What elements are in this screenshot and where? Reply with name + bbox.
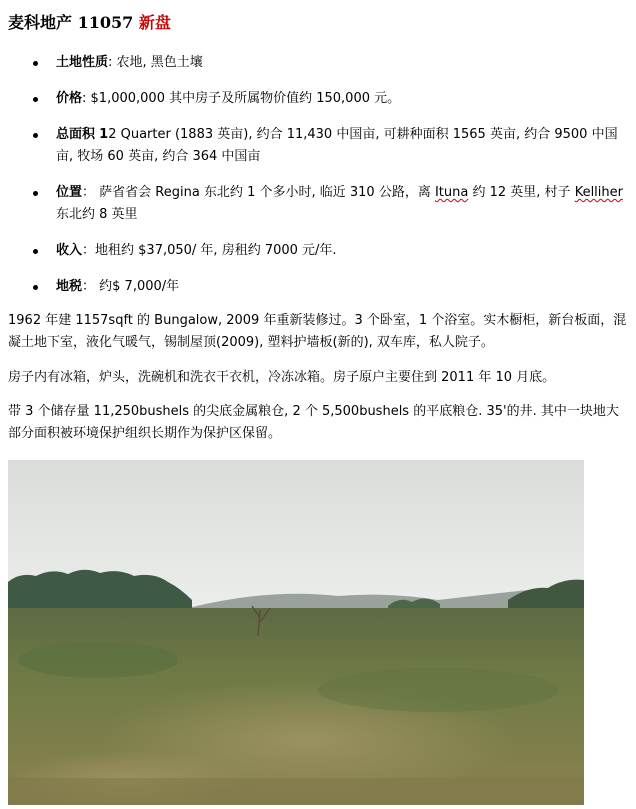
fact-separator: ： [82, 185, 100, 200]
fact-total-area [0, 124, 636, 168]
fact-land-type [0, 52, 636, 74]
fact-location [0, 182, 636, 226]
fact-label: 地税 [56, 279, 83, 294]
fact-price [0, 88, 636, 110]
green-patch [18, 642, 178, 678]
fact-separator: ： [82, 243, 96, 258]
fact-value: 东北约 8 英里 [56, 207, 138, 222]
fact-label: 位置 [56, 185, 83, 200]
fact-income [0, 240, 636, 262]
near-ground [8, 778, 584, 805]
fact-value: 萨省省会 Regina 东北约 1 个多小时, 临近 310 公路，离 [99, 185, 435, 200]
fact-value: 2 Quarter (1883 英亩), 约合 11,430 中国亩, 可耕种面积 1565 英亩, 约合 9500 中国亩, 牧场 60 英亩, 约合 364 中国亩 [56, 127, 618, 164]
place-name-ituna: Ituna [434, 185, 469, 200]
fact-value-bold: 1 [99, 127, 109, 142]
place-name-kelliher: Kelliher [574, 185, 623, 200]
appliances-paragraph: 房子内有冰箱，炉头，洗碗机和洗衣干衣机，冷冻冰箱。房子原户主要住到 2011 年 10 月底。 [8, 370, 556, 385]
fact-land-tax [0, 276, 636, 298]
fact-label: 土地性质 [56, 55, 109, 70]
property-facts-list [0, 52, 636, 312]
farmland-photo-illustration [8, 460, 584, 805]
farmland-photo [8, 460, 584, 805]
house-description-paragraph: 1962 年建 1157sqft 的 Bungalow, 2009 年重新装修过。3 个卧室，1 个浴室。实木橱柜，新台板面，混凝土地下室，液化气暖气，锡制屋顶(2009), 塑料护墙板(新的), 双车库，私人院子。 [8, 313, 627, 350]
fact-separator: : [108, 55, 117, 70]
fact-value: 农地, 黑色土壤 [116, 55, 203, 70]
fact-label: 总面积 [56, 127, 96, 142]
fact-value: 约$ 7,000/年 [99, 279, 180, 294]
fact-value: 约 12 英里, 村子 [468, 185, 575, 200]
new-listing-label: 新盘 [138, 13, 171, 32]
fact-label: 价格 [56, 91, 83, 106]
fact-label: 收入 [56, 243, 83, 258]
listing-title [8, 10, 171, 33]
fact-separator: ： [82, 279, 100, 294]
listing-title-text: 麦科地产 11057 [8, 13, 139, 32]
fact-separator: : [82, 91, 91, 106]
fact-value: 地租约 $37,050/ 年, 房租约 7000 元/年. [95, 243, 337, 258]
storage-paragraph: 带 3 个储存量 11,250bushels 的尖底金属粮仓, 2 个 5,500bushels 的平底粮仓. 35'的井. 其中一块地大部分面积被环境保护组织长期作为保护区保留。 [8, 404, 619, 441]
green-patch [318, 668, 558, 712]
fact-value: $1,000,000 其中房子及所属物价值约 150,000 元。 [90, 91, 401, 106]
